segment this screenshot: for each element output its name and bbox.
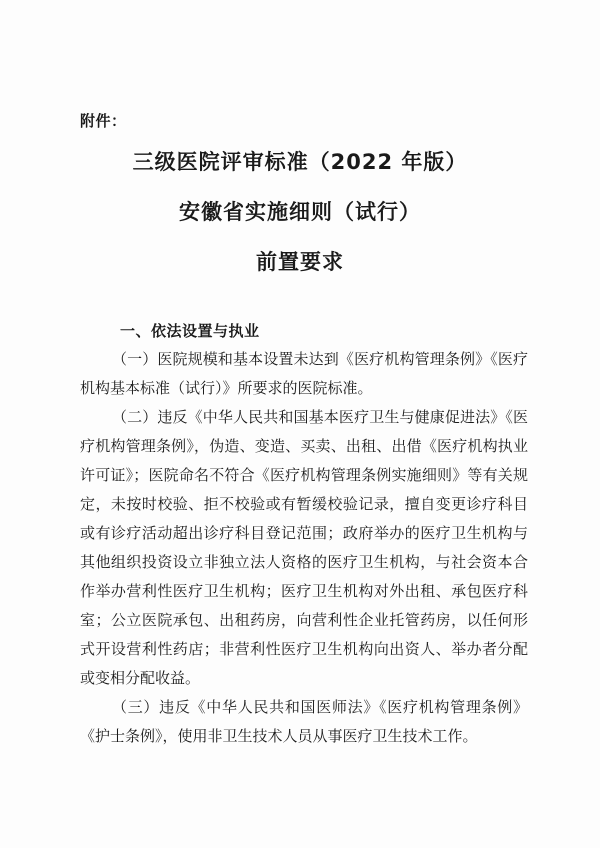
document-title-line-2: 安徽省实施细则（试行） <box>179 200 421 224</box>
document-title-line-1: 三级医院评审标准（2022 年版） <box>132 150 468 174</box>
paragraph-1: （一）医院规模和基本设置未达到《医疗机构管理条例》《医疗机构基本标准（试行）》所要求的医院标准。 <box>80 350 528 397</box>
document-body <box>80 345 528 751</box>
document-title-line-3: 前置要求 <box>256 250 344 274</box>
paragraph-2: （二）违反《中华人民共和国基本医疗卫生与健康促进法》《医疗机构管理条例》，伪造、变造、买卖、出租、出借《医疗机构执业许可证》；医院命名不符合《医疗机构管理条例实施细则》等有关规定，未按时校验、拒不校验或有暂缓校验记录，擅自变更诊疗科目或有诊疗活动超出诊疗科目登记范围；政府举办的医疗卫生机构与其他组织投资设立非独立法人资格的医疗卫生机构，与社会资本合作举办营利性医疗卫生机构；医疗卫生机构对外出租、承包医疗科室；公立医院承包、出租药房，向营利性企业托管药房，以任何形式开设营利性药店；非营利性医疗卫生机构向出资人、举办者分配或变相分配收益。 <box>80 408 528 687</box>
attachment-label: 附件： <box>80 112 127 130</box>
paragraph-3: （三）违反《中华人民共和国医师法》《医疗机构管理条例》《护士条例》，使用非卫生技术人员从事医疗卫生技术工作。 <box>80 698 528 745</box>
section-heading: 一、依法设置与执业 <box>120 322 260 340</box>
